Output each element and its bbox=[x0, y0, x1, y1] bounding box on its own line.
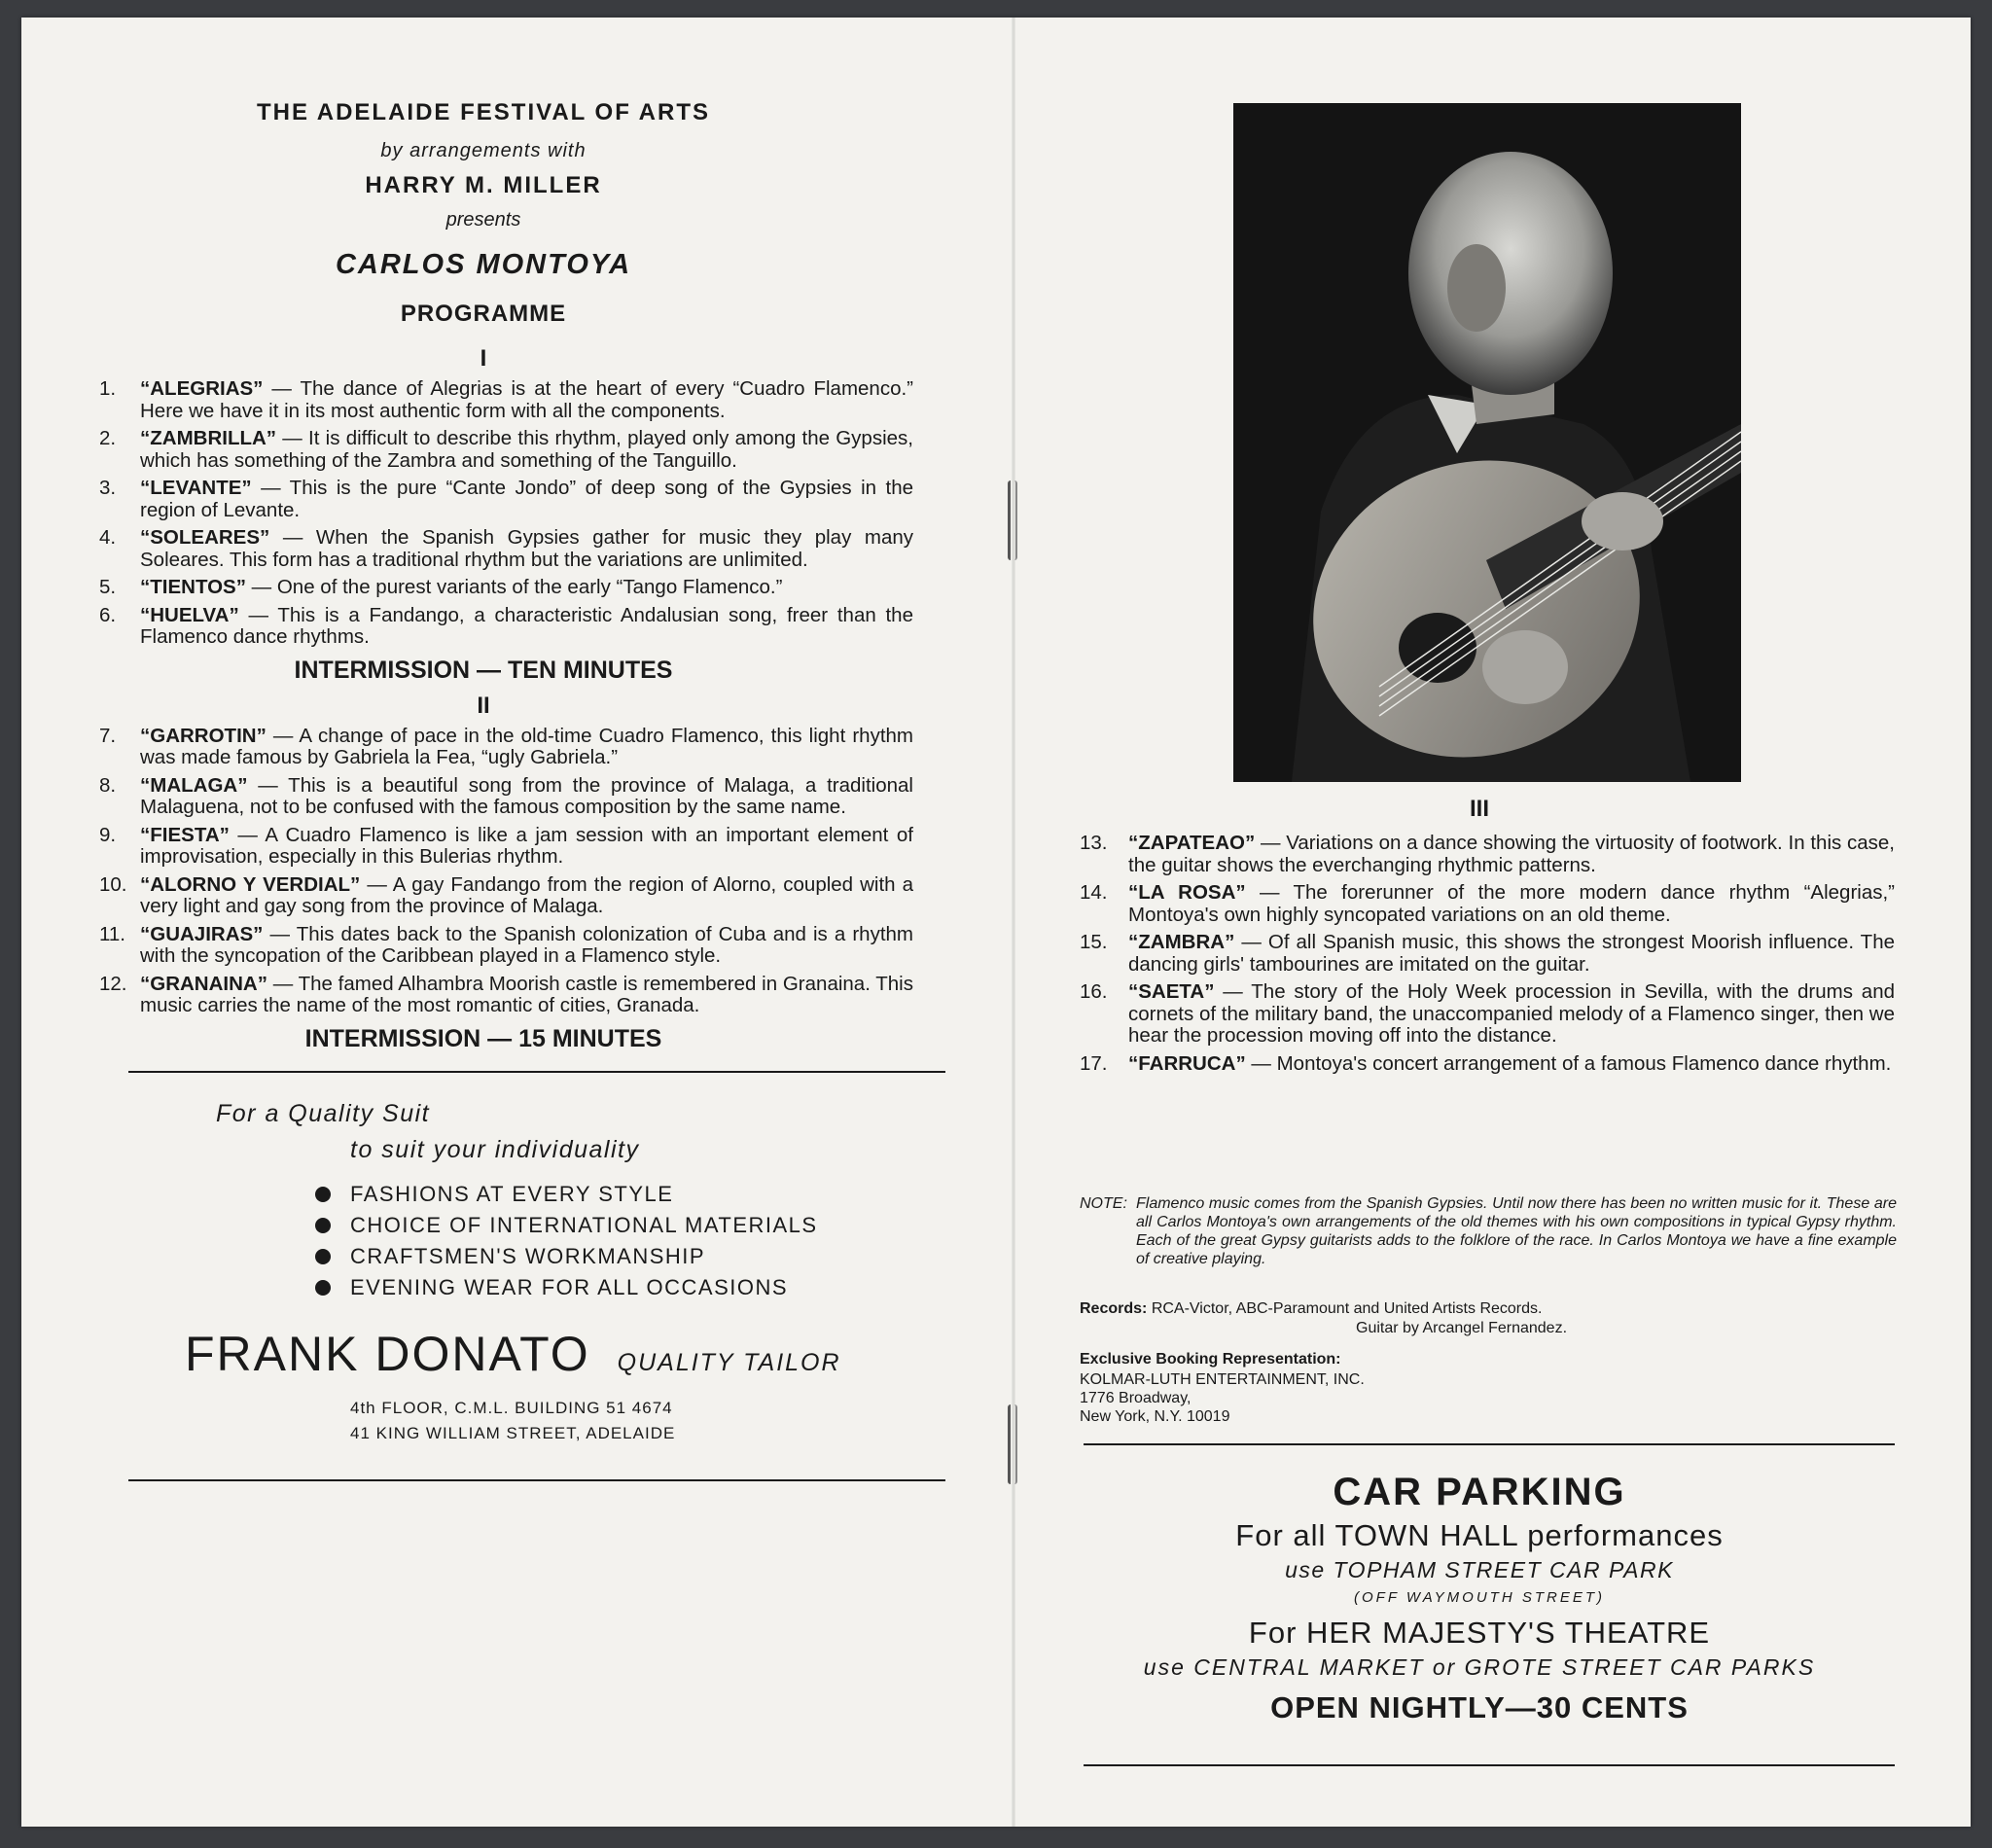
parking-topham: use TOPHAM STREET CAR PARK bbox=[1285, 1557, 1674, 1582]
parking-her-majestys: For HER MAJESTY'S THEATRE bbox=[1248, 1616, 1711, 1650]
guitar-credit: Guitar by Arcangel Fernandez. bbox=[1356, 1320, 1568, 1336]
item-title: “TIENTOS” bbox=[140, 576, 246, 598]
records-label: Records: bbox=[1080, 1300, 1148, 1317]
presents-line: presents bbox=[445, 209, 521, 231]
item-number: 5. bbox=[99, 576, 117, 598]
item-number: 7. bbox=[99, 724, 117, 747]
ad-bullet-text: CHOICE OF INTERNATIONAL MATERIALS bbox=[350, 1212, 818, 1237]
item-number: 9. bbox=[99, 823, 117, 846]
bullet-dot-icon bbox=[315, 1218, 331, 1233]
booking-label: Exclusive Booking Representation: bbox=[1080, 1351, 1341, 1368]
staple-top bbox=[1008, 480, 1017, 560]
item-description: — The story of the Holy Week procession in Sevilla, with the drums and cornets of the military band, the unaccompanied melody of a Flamenco singer, then we hear the procession moving off into the distance. bbox=[1128, 980, 1895, 1047]
programme-item bbox=[1080, 932, 1922, 976]
tailor-brand bbox=[185, 1326, 945, 1382]
item-title: “LA ROSA” bbox=[1128, 881, 1246, 904]
item-description: — Of all Spanish music, this shows the strongest Moorish influence. The dancing girls' tambourines are imitated on the guitar. bbox=[1128, 931, 1895, 976]
festival-title: THE ADELAIDE FESTIVAL OF ARTS bbox=[256, 99, 710, 125]
ad-bullet bbox=[315, 1182, 945, 1207]
parking-central-market: use CENTRAL MARKET or GROTE STREET CAR PARKS bbox=[1143, 1654, 1816, 1680]
flamenco-note bbox=[1080, 1194, 1897, 1268]
item-description: — The dance of Alegrias is at the heart of every “Cuadro Flamenco.” Here we have it in its most authentic form with all the components. bbox=[140, 377, 913, 422]
programme-item bbox=[1080, 981, 1922, 1048]
programme-item bbox=[99, 527, 945, 571]
staple-bottom bbox=[1008, 1404, 1017, 1484]
note-text: Flamenco music comes from the Spanish Gypsies. Until now there has been no written music for it. These are all Carlos Montoya's own arrangements of the old themes with his own compositions in typical Gypsy rhythm. Each of the great Gypsy guitarists adds to the folklore of the race. In Carlos Montoya we have a fine example of creative playing. bbox=[1136, 1195, 1897, 1267]
parking-price: OPEN NIGHTLY—30 CENTS bbox=[1270, 1690, 1689, 1724]
programme-item bbox=[1080, 882, 1922, 926]
programme-item bbox=[99, 924, 945, 968]
ad-bullet bbox=[315, 1244, 945, 1269]
tailor-name: FRANK DONATO bbox=[185, 1326, 590, 1381]
divider-rule bbox=[128, 1479, 945, 1481]
item-description: — This dates back to the Spanish colonization of Cuba and is a rhythm with the syncopation of the Caribbean played in a Flamenco style. bbox=[140, 922, 913, 967]
note-label: NOTE: bbox=[1080, 1195, 1127, 1212]
item-title: “GARROTIN” bbox=[140, 724, 267, 747]
intermission-two: INTERMISSION — 15 MINUTES bbox=[304, 1024, 662, 1052]
part-three-heading: III bbox=[1469, 796, 1489, 822]
divider-rule bbox=[128, 1071, 945, 1073]
item-number: 13. bbox=[1080, 832, 1108, 854]
item-title: “FARRUCA” bbox=[1128, 1051, 1246, 1075]
item-number: 2. bbox=[99, 427, 117, 449]
item-number: 3. bbox=[99, 477, 117, 499]
item-title: “LEVANTE” bbox=[140, 477, 252, 499]
item-description: — The famed Alhambra Moorish castle is remembered in Granaina. This music carries the name of the most romantic of cities, Granada. bbox=[140, 972, 913, 1016]
item-title: “ALORNO Y VERDIAL” bbox=[140, 872, 361, 896]
item-number: 14. bbox=[1080, 881, 1108, 904]
programme-item bbox=[99, 726, 945, 769]
divider-rule bbox=[1084, 1443, 1895, 1445]
parking-title: CAR PARKING bbox=[1333, 1471, 1626, 1513]
artist-name: CARLOS MONTOYA bbox=[335, 249, 632, 280]
guitarist-photo bbox=[1233, 103, 1741, 782]
item-title: “ZAPATEAO” bbox=[1128, 832, 1256, 854]
item-description: — This is a Fandango, a characteristic Andalusian song, freer than the Flamenco dance rhythms. bbox=[140, 603, 913, 648]
guitarist-photo-image bbox=[1233, 103, 1741, 782]
programme-heading: PROGRAMME bbox=[400, 301, 567, 327]
parking-town-hall: For all TOWN HALL performances bbox=[1235, 1518, 1724, 1552]
item-description: — This is the pure “Cante Jondo” of deep song of the Gypsies in the region of Levante. bbox=[140, 477, 913, 521]
booking-line: New York, N.Y. 10019 bbox=[1080, 1408, 1230, 1425]
ad-bullet bbox=[315, 1213, 945, 1238]
programme-item bbox=[99, 428, 945, 472]
item-description: — The forerunner of the more modern dance rhythm “Alegrias,” Montoya's own highly syncopated variations on an old theme. bbox=[1128, 881, 1895, 926]
promoter-name: HARRY M. MILLER bbox=[365, 172, 602, 198]
bullet-dot-icon bbox=[315, 1280, 331, 1296]
item-description: — This is a beautiful song from the province of Malaga, a traditional Malaguena, not to be confused with the famous composition by the same name. bbox=[140, 773, 913, 818]
records-credit bbox=[1080, 1299, 1567, 1338]
ad-subheadline: to suit your individuality bbox=[350, 1135, 640, 1163]
ad-bullet-text: FASHIONS AT EVERY STYLE bbox=[350, 1181, 674, 1206]
programme-item bbox=[1080, 833, 1922, 876]
car-parking-advertisement bbox=[1058, 1471, 1901, 1725]
item-description: — A change of pace in the old-time Cuadro Flamenco, this light rhythm was made famous by Gabriela la Fea, “ugly Gabriela.” bbox=[140, 724, 913, 768]
item-title: “ZAMBRA” bbox=[1128, 931, 1235, 953]
programme-item bbox=[99, 825, 945, 869]
bullet-dot-icon bbox=[315, 1249, 331, 1264]
divider-rule bbox=[1084, 1764, 1895, 1766]
programme-list-part-1 bbox=[99, 378, 945, 649]
item-title: “ALEGRIAS” bbox=[140, 377, 264, 400]
item-description: — A Cuadro Flamenco is like a jam session with an important element of improvisation, especially in this Bulerias rhythm. bbox=[140, 823, 913, 868]
item-number: 4. bbox=[99, 526, 117, 549]
item-title: “FIESTA” bbox=[140, 823, 230, 846]
ad-bullet-list bbox=[315, 1182, 945, 1300]
ad-headline: For a Quality Suit bbox=[216, 1099, 431, 1127]
item-number: 1. bbox=[99, 377, 117, 400]
item-description: — It is difficult to describe this rhythm, played only among the Gypsies, which has something of the Zambra and something of the Tanguillo. bbox=[140, 427, 913, 472]
ad-bullet-text: EVENING WEAR FOR ALL OCCASIONS bbox=[350, 1274, 789, 1299]
item-number: 8. bbox=[99, 773, 117, 797]
item-title: “HUELVA” bbox=[140, 603, 239, 626]
item-title: “SOLEARES” bbox=[140, 526, 270, 549]
bullet-dot-icon bbox=[315, 1187, 331, 1202]
programme-sheet bbox=[21, 18, 1971, 1827]
center-fold bbox=[1012, 18, 1015, 1827]
item-number: 12. bbox=[99, 972, 127, 995]
item-title: “SAETA” bbox=[1128, 980, 1215, 1003]
programme-item bbox=[99, 974, 945, 1017]
item-title: “GRANAINA” bbox=[140, 972, 267, 995]
tailor-address bbox=[350, 1396, 945, 1446]
programme-item bbox=[99, 775, 945, 819]
ad-bullet-text: CRAFTSMEN'S WORKMANSHIP bbox=[350, 1243, 706, 1268]
records-text: RCA-Victor, ABC-Paramount and United Artists Records. bbox=[1151, 1300, 1543, 1317]
item-number: 17. bbox=[1080, 1051, 1108, 1075]
item-description: — One of the purest variants of the early “Tango Flamenco.” bbox=[245, 576, 783, 598]
item-number: 16. bbox=[1080, 980, 1108, 1003]
item-number: 10. bbox=[99, 872, 127, 896]
item-title: “GUAJIRAS” bbox=[140, 922, 264, 945]
tailor-advertisement bbox=[99, 1071, 945, 1481]
item-number: 15. bbox=[1080, 931, 1108, 953]
programme-item bbox=[99, 378, 945, 422]
left-page bbox=[99, 18, 945, 1481]
item-description: — A gay Fandango from the region of Alorno, coupled with a very light and gay song from the province of Malaga. bbox=[140, 872, 913, 917]
programme-item bbox=[99, 478, 945, 521]
address-line-1: 4th FLOOR, C.M.L. BUILDING 51 4674 bbox=[350, 1398, 673, 1417]
programme-item bbox=[99, 577, 945, 599]
address-line-2: 41 KING WILLIAM STREET, ADELAIDE bbox=[350, 1423, 676, 1442]
part-one-heading: I bbox=[480, 345, 487, 372]
item-number: 6. bbox=[99, 603, 117, 626]
item-title: “MALAGA” bbox=[140, 773, 248, 797]
programme-item bbox=[99, 605, 945, 649]
parking-waymouth: (OFF WAYMOUTH STREET) bbox=[1354, 1589, 1605, 1606]
part-two-heading: II bbox=[477, 692, 490, 719]
booking-line: 1776 Broadway, bbox=[1080, 1390, 1192, 1406]
item-title: “ZAMBRILLA” bbox=[140, 427, 277, 449]
item-description: — Variations on a dance showing the virtuosity of footwork. In this case, the guitar shows the everchanging rhythmic patterns. bbox=[1128, 832, 1895, 876]
intermission-one: INTERMISSION — TEN MINUTES bbox=[294, 656, 673, 684]
programme-list-part-3 bbox=[1080, 827, 1922, 1075]
arrangement-line: by arrangements with bbox=[380, 140, 587, 161]
booking-representation bbox=[1080, 1350, 1365, 1426]
item-description: — Montoya's concert arrangement of a famous Flamenco dance rhythm. bbox=[1245, 1051, 1892, 1075]
programme-item bbox=[99, 874, 945, 918]
tailor-tagline: QUALITY TAILOR bbox=[617, 1348, 841, 1376]
booking-line: KOLMAR-LUTH ENTERTAINMENT, INC. bbox=[1080, 1371, 1365, 1388]
ad-bullet bbox=[315, 1275, 945, 1300]
programme-list-part-2 bbox=[99, 726, 945, 1017]
item-description: — When the Spanish Gypsies gather for music they play many Soleares. This form has a traditional rhythm but the variations are unlimited. bbox=[140, 526, 913, 571]
programme-item bbox=[1080, 1053, 1922, 1076]
item-number: 11. bbox=[99, 922, 125, 945]
